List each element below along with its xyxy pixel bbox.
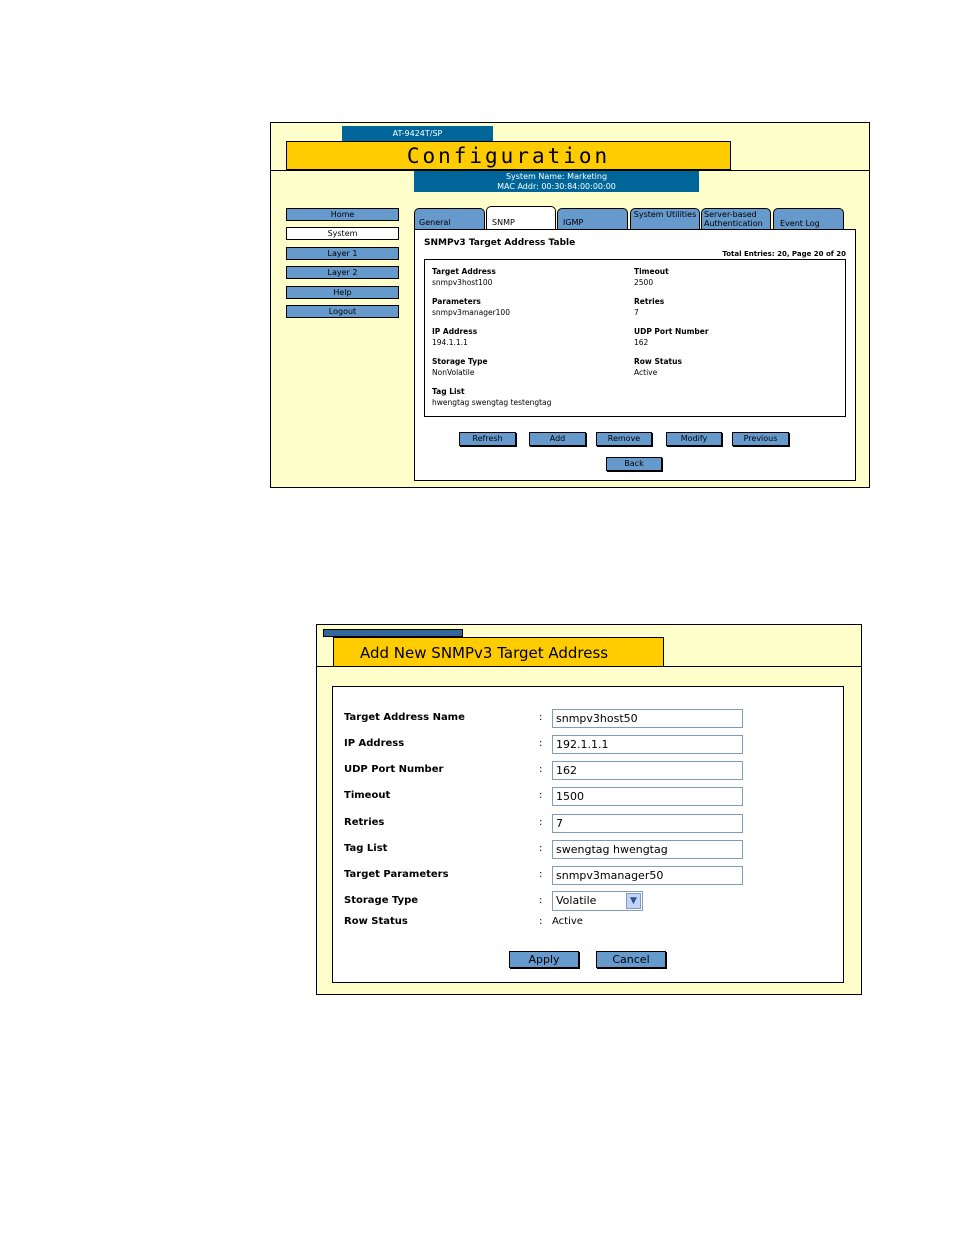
target-parameters-label: Target Parameters	[344, 869, 449, 880]
total-entries: Total Entries: 20, Page 20 of 20	[722, 250, 846, 258]
udp-port-label: UDP Port Number	[344, 764, 444, 775]
timeout-value: 2500	[634, 278, 654, 287]
cancel-button[interactable]: Cancel	[596, 951, 666, 968]
target-address-name-label: Target Address Name	[344, 712, 465, 723]
nav-layer2-button[interactable]: Layer 2	[286, 266, 399, 279]
storage-type-value: NonVolatile	[432, 368, 475, 377]
row-status-label: Row Status	[344, 916, 408, 927]
target-address-name-input[interactable]	[552, 709, 743, 728]
back-button[interactable]: Back	[606, 457, 662, 471]
tag-list-value: hwengtag swengtag testengtag	[432, 398, 552, 407]
target-parameters-input[interactable]	[552, 866, 743, 885]
apply-button[interactable]: Apply	[509, 951, 579, 968]
udp-port-input[interactable]	[552, 761, 743, 780]
row-status-label: Row Status	[634, 357, 682, 366]
nav-help-button[interactable]: Help	[286, 286, 399, 299]
target-address-label: Target Address	[432, 267, 496, 276]
header-divider	[316, 666, 862, 667]
tag-list-label: Tag List	[432, 387, 465, 396]
mac-address: MAC Addr: 00:30:84:00:00:00	[497, 182, 616, 191]
target-address-value: snmpv3host100	[432, 278, 493, 287]
retries-input[interactable]	[552, 814, 743, 833]
row-status-value: Active	[634, 368, 658, 377]
tab-igmp[interactable]: IGMP	[557, 208, 628, 230]
parameters-value: snmpv3manager100	[432, 308, 510, 317]
form-box	[332, 686, 844, 983]
header-bar	[323, 629, 463, 637]
tab-general[interactable]: General	[414, 208, 485, 230]
table-title: SNMPv3 Target Address Table	[424, 238, 576, 248]
colon: :	[539, 790, 543, 801]
udp-port-label: UDP Port Number	[634, 327, 709, 336]
storage-type-label: Storage Type	[432, 357, 488, 366]
ip-address-input[interactable]	[552, 735, 743, 754]
system-info-bar	[414, 171, 699, 192]
ip-address-value: 194.1.1.1	[432, 338, 468, 347]
nav-home-button[interactable]: Home	[286, 208, 399, 221]
add-button[interactable]: Add	[529, 432, 586, 446]
tab-server-based-authentication[interactable]: Server-based Authentication	[701, 208, 771, 230]
timeout-label: Timeout	[634, 267, 669, 276]
system-name: System Name: Marketing	[505, 172, 608, 181]
nav-system-button[interactable]: System	[286, 227, 399, 240]
retries-label: Retries	[344, 817, 385, 828]
retries-value: 7	[634, 308, 639, 317]
form-title: Add New SNMPv3 Target Address	[333, 637, 664, 667]
tab-system-utilities[interactable]: System Utilities	[630, 208, 700, 230]
page-title: Configuration	[286, 141, 731, 170]
parameters-label: Parameters	[432, 297, 481, 306]
tag-list-input[interactable]	[552, 840, 743, 859]
udp-port-value: 162	[634, 338, 649, 347]
colon: :	[539, 916, 543, 927]
remove-button[interactable]: Remove	[596, 432, 652, 446]
tag-list-label: Tag List	[344, 843, 388, 854]
timeout-input[interactable]	[552, 787, 743, 806]
storage-type-selected: Volatile	[556, 894, 597, 907]
tab-event-log[interactable]: Event Log	[773, 208, 844, 230]
modify-button[interactable]: Modify	[666, 432, 722, 446]
nav-logout-button[interactable]: Logout	[286, 305, 399, 318]
colon: :	[539, 843, 543, 854]
previous-button[interactable]: Previous	[732, 432, 789, 446]
colon: :	[539, 895, 543, 906]
chevron-down-icon[interactable]: ▼	[626, 893, 641, 909]
colon: :	[539, 738, 543, 749]
retries-label: Retries	[634, 297, 665, 306]
row-status-value: Active	[552, 916, 583, 927]
colon: :	[539, 764, 543, 775]
timeout-label: Timeout	[344, 790, 391, 801]
colon: :	[539, 817, 543, 828]
model-bar: AT-9424T/SP	[342, 126, 493, 141]
storage-type-label: Storage Type	[344, 895, 419, 906]
colon: :	[539, 712, 543, 723]
ip-address-label: IP Address	[432, 327, 478, 336]
refresh-button[interactable]: Refresh	[459, 432, 516, 446]
tab-snmp[interactable]: SNMP	[486, 206, 556, 231]
colon: :	[539, 869, 543, 880]
nav-layer1-button[interactable]: Layer 1	[286, 247, 399, 260]
ip-address-label: IP Address	[344, 738, 405, 749]
